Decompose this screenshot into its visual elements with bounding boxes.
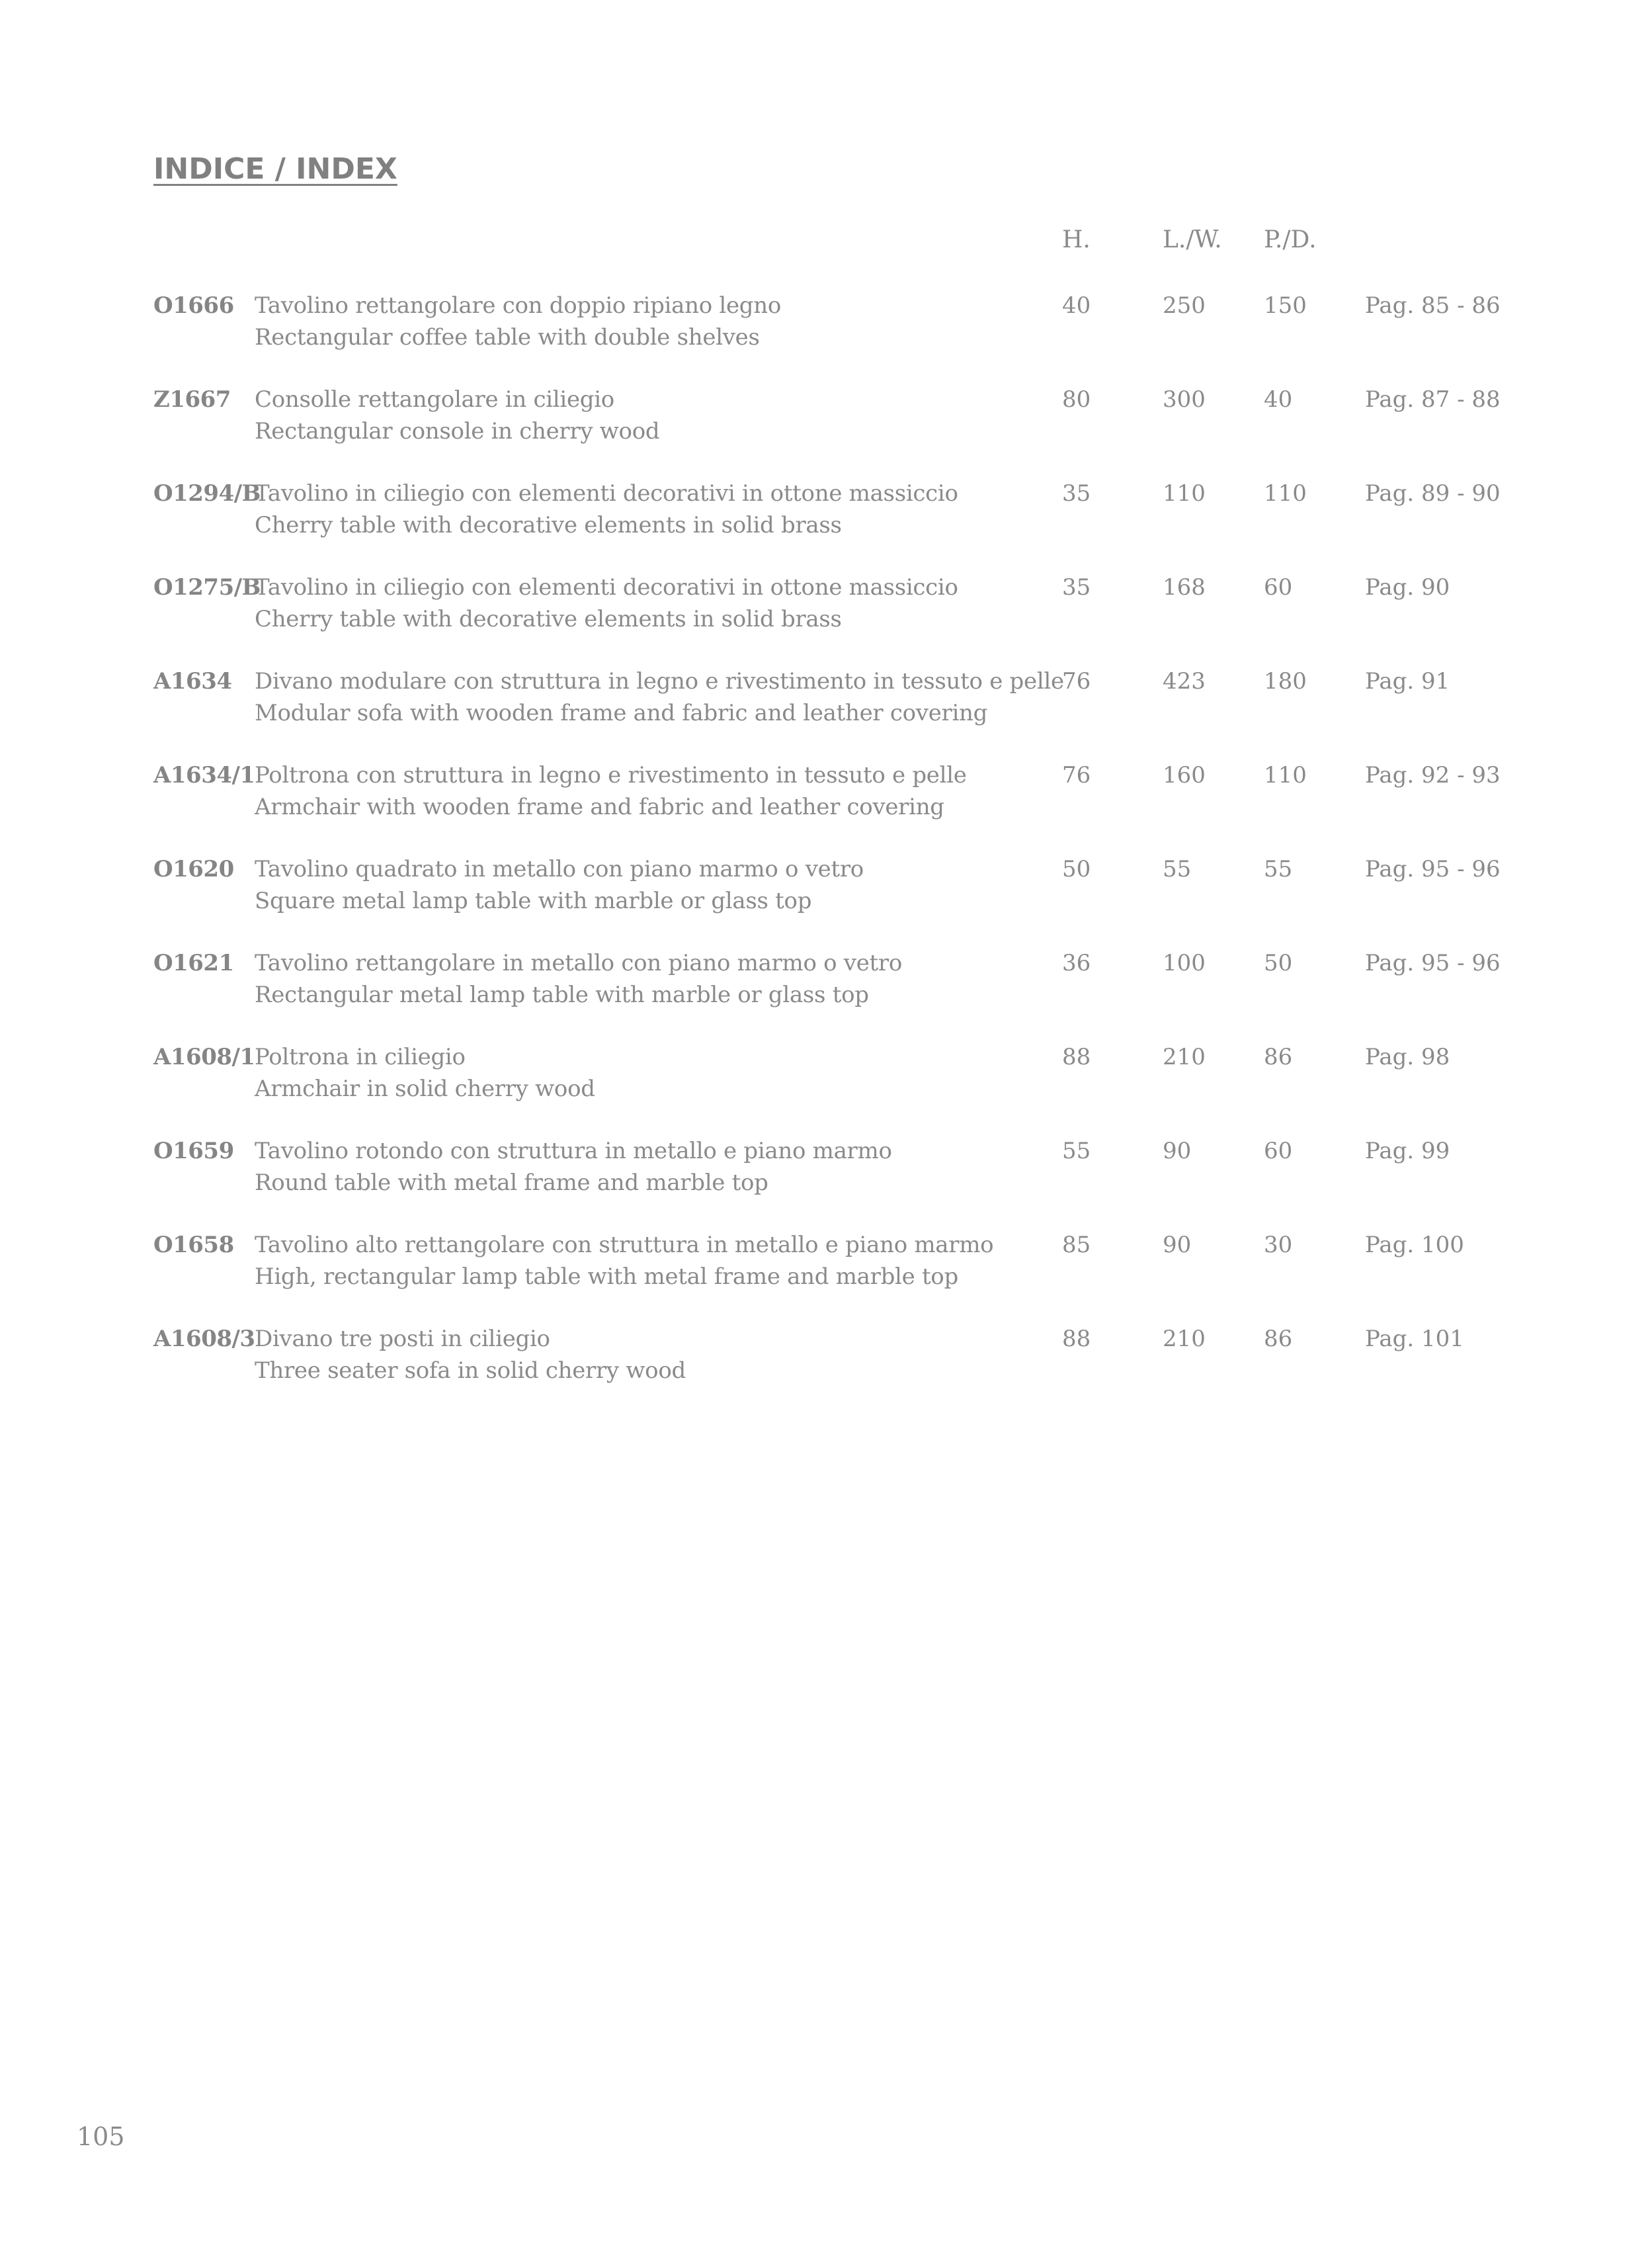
product-description: [255, 1041, 1048, 1105]
width-value: 90: [1163, 1138, 1192, 1164]
product-code: A1634/1: [153, 762, 255, 788]
description-italian: Tavolino rotondo con struttura in metallo e piano marmo: [255, 1138, 892, 1164]
description-english: Cherry table with decorative elements in solid brass: [255, 606, 842, 632]
column-headers: [0, 226, 1652, 259]
description-english: Modular sofa with wooden frame and fabric and leather covering: [255, 700, 988, 726]
product-description: [255, 947, 1048, 1011]
width-value: 210: [1163, 1044, 1206, 1070]
description-english: Three seater sofa in solid cherry wood: [255, 1357, 686, 1384]
height-value: 88: [1062, 1326, 1091, 1352]
index-row: [0, 1041, 1652, 1114]
product-description: [255, 759, 1048, 823]
description-italian: Tavolino in ciliegio con elementi decorativi in ottone massiccio: [255, 574, 958, 601]
product-code: O1294/B: [153, 480, 261, 507]
depth-value: 150: [1264, 292, 1307, 319]
page-reference: Pag. 95 - 96: [1365, 856, 1501, 882]
product-description: [255, 665, 1064, 729]
width-value: 250: [1163, 292, 1206, 319]
width-value: 300: [1163, 386, 1206, 413]
description-english: Round table with metal frame and marble top: [255, 1170, 768, 1196]
index-row: [0, 1229, 1652, 1302]
page-reference: Pag. 89 - 90: [1365, 480, 1501, 507]
height-value: 50: [1062, 856, 1091, 882]
description-italian: Consolle rettangolare in ciliegio: [255, 386, 614, 413]
index-row: [0, 290, 1652, 362]
description-english: Rectangular console in cherry wood: [255, 418, 660, 445]
width-value: 423: [1163, 668, 1206, 695]
index-row: [0, 1135, 1652, 1208]
page-title: INDICE / INDEX: [153, 152, 397, 186]
product-code: A1608/3: [153, 1326, 255, 1352]
depth-value: 50: [1264, 950, 1293, 976]
height-value: 55: [1062, 1138, 1091, 1164]
description-english: Square metal lamp table with marble or glass top: [255, 888, 812, 914]
description-english: Cherry table with decorative elements in solid brass: [255, 512, 842, 538]
description-italian: Divano modulare con struttura in legno e rivestimento in tessuto e pelle: [255, 668, 1064, 695]
depth-value: 86: [1264, 1044, 1293, 1070]
index-row: [0, 384, 1652, 456]
description-english: Armchair with wooden frame and fabric and leather covering: [255, 794, 944, 820]
product-description: [255, 290, 1048, 353]
width-value: 90: [1163, 1232, 1192, 1258]
depth-value: 110: [1264, 480, 1307, 507]
product-description: [255, 572, 1048, 635]
description-italian: Poltrona con struttura in legno e rivestimento in tessuto e pelle: [255, 762, 967, 788]
height-value: 76: [1062, 762, 1091, 788]
page-reference: Pag. 92 - 93: [1365, 762, 1501, 788]
column-header-depth: P./D.: [1264, 226, 1317, 253]
page-reference: Pag. 100: [1365, 1232, 1464, 1258]
height-value: 85: [1062, 1232, 1091, 1258]
page-reference: Pag. 87 - 88: [1365, 386, 1501, 413]
page-reference: Pag. 101: [1365, 1326, 1464, 1352]
description-italian: Poltrona in ciliegio: [255, 1044, 466, 1070]
product-code: Z1667: [153, 386, 231, 413]
column-header-width: L./W.: [1163, 226, 1222, 253]
page-reference: Pag. 85 - 86: [1365, 292, 1501, 319]
height-value: 35: [1062, 574, 1091, 601]
description-italian: Tavolino quadrato in metallo con piano marmo o vetro: [255, 856, 864, 882]
description-english: Rectangular metal lamp table with marble or glass top: [255, 982, 869, 1008]
product-description: [255, 384, 1048, 447]
height-value: 88: [1062, 1044, 1091, 1070]
product-description: [255, 478, 1048, 541]
page-reference: Pag. 95 - 96: [1365, 950, 1501, 976]
width-value: 110: [1163, 480, 1206, 507]
index-row: [0, 572, 1652, 644]
product-code: A1634: [153, 668, 232, 695]
description-english: Armchair in solid cherry wood: [255, 1076, 595, 1102]
page-reference: Pag. 99: [1365, 1138, 1450, 1164]
depth-value: 30: [1264, 1232, 1293, 1258]
product-code: O1659: [153, 1138, 234, 1164]
product-code: O1658: [153, 1232, 234, 1258]
description-italian: Tavolino in ciliegio con elementi decorativi in ottone massiccio: [255, 480, 958, 507]
width-value: 210: [1163, 1326, 1206, 1352]
depth-value: 86: [1264, 1326, 1293, 1352]
height-value: 76: [1062, 668, 1091, 695]
width-value: 168: [1163, 574, 1206, 601]
description-english: High, rectangular lamp table with metal frame and marble top: [255, 1263, 958, 1290]
depth-value: 110: [1264, 762, 1307, 788]
description-italian: Divano tre posti in ciliegio: [255, 1326, 550, 1352]
height-value: 80: [1062, 386, 1091, 413]
description-italian: Tavolino rettangolare con doppio ripiano legno: [255, 292, 782, 319]
product-description: [255, 1323, 1048, 1386]
product-code: O1621: [153, 950, 234, 976]
index-row: [0, 1323, 1652, 1396]
index-row: [0, 478, 1652, 550]
height-value: 36: [1062, 950, 1091, 976]
depth-value: 180: [1264, 668, 1307, 695]
width-value: 160: [1163, 762, 1206, 788]
page-reference: Pag. 90: [1365, 574, 1450, 601]
page-number: 105: [77, 2122, 125, 2151]
depth-value: 55: [1264, 856, 1293, 882]
depth-value: 40: [1264, 386, 1293, 413]
width-value: 100: [1163, 950, 1206, 976]
height-value: 35: [1062, 480, 1091, 507]
description-italian: Tavolino alto rettangolare con struttura in metallo e piano marmo: [255, 1232, 994, 1258]
product-code: A1608/1: [153, 1044, 255, 1070]
product-description: [255, 853, 1048, 917]
product-code: O1275/B: [153, 574, 261, 601]
index-row: [0, 947, 1652, 1020]
description-italian: Tavolino rettangolare in metallo con piano marmo o vetro: [255, 950, 903, 976]
index-row: [0, 759, 1652, 832]
height-value: 40: [1062, 292, 1091, 319]
page-reference: Pag. 91: [1365, 668, 1450, 695]
product-description: [255, 1135, 1048, 1199]
product-code: O1620: [153, 856, 234, 882]
index-row: [0, 665, 1652, 738]
index-row: [0, 853, 1652, 926]
description-english: Rectangular coffee table with double shelves: [255, 324, 760, 351]
depth-value: 60: [1264, 1138, 1293, 1164]
width-value: 55: [1163, 856, 1192, 882]
product-code: O1666: [153, 292, 234, 319]
page-reference: Pag. 98: [1365, 1044, 1450, 1070]
depth-value: 60: [1264, 574, 1293, 601]
product-description: [255, 1229, 1048, 1293]
column-header-height: H.: [1062, 226, 1091, 253]
